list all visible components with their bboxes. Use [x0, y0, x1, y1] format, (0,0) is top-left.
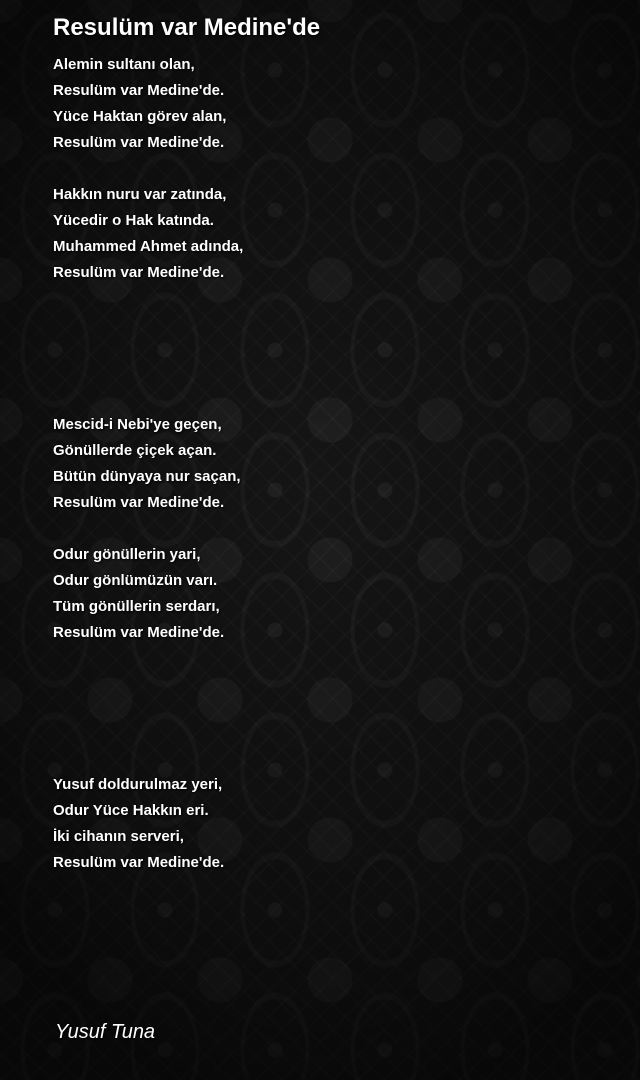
poem-line: Mescid-i Nebi'ye geçen, [53, 416, 222, 433]
poem-line: Tüm gönüllerin serdarı, [53, 598, 220, 615]
poem-line: İki cihanın serveri, [53, 828, 184, 845]
stanza-4 [53, 542, 224, 646]
poem-line: Gönüllerde çiçek açan. [53, 442, 217, 459]
poem-title: Resulüm var Medine'de [53, 14, 321, 41]
stanza-2 [53, 182, 243, 286]
poem-line: Resulüm var Medine'de. [53, 82, 225, 99]
poem-line: Yüce Haktan görev alan, [53, 108, 227, 125]
poem-line: Bütün dünyaya nur saçan, [53, 468, 241, 485]
poem-page [53, 0, 613, 1080]
poem-line: Yusuf doldurulmaz yeri, [53, 776, 223, 793]
stanza-1 [53, 52, 226, 156]
poem-line: Yücedir o Hak katında. [53, 212, 214, 229]
poem-line: Hakkın nuru var zatında, [53, 186, 227, 203]
stanza-5 [53, 772, 224, 876]
stanza-3 [53, 412, 241, 516]
poem-line: Resulüm var Medine'de. [53, 624, 225, 641]
poem-line: Resulüm var Medine'de. [53, 494, 225, 511]
poem-line: Odur gönlümüzün varı. [53, 572, 218, 589]
poem-line: Alemin sultanı olan, [53, 56, 195, 73]
poem-line: Odur Yüce Hakkın eri. [53, 802, 209, 819]
poem-line: Resulüm var Medine'de. [53, 264, 225, 281]
poem-line: Resulüm var Medine'de. [53, 854, 225, 871]
poem-author: Yusuf Tuna [55, 1021, 156, 1043]
poem-line: Odur gönüllerin yari, [53, 546, 201, 563]
poem-line: Muhammed Ahmet adında, [53, 238, 244, 255]
poem-line: Resulüm var Medine'de. [53, 134, 225, 151]
